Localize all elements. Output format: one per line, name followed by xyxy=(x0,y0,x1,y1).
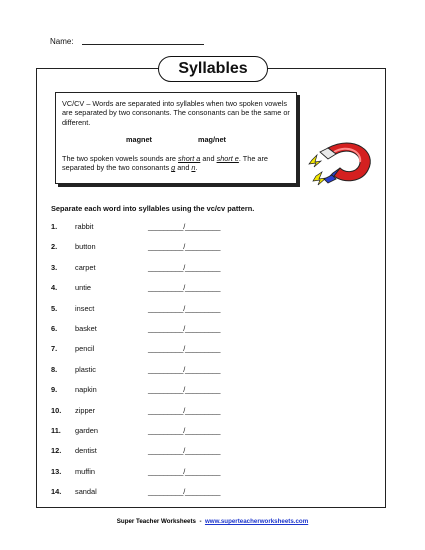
item-number: 12. xyxy=(51,446,62,456)
answer-blank[interactable]: _________/_________ xyxy=(148,364,221,374)
footer-brand: Super Teacher Worksheets xyxy=(116,518,196,525)
name-row xyxy=(50,36,204,46)
item-word: button xyxy=(75,242,96,252)
footer: Super Teacher Worksheets - www.superteacherworksheets.com xyxy=(116,518,309,525)
item-word: carpet xyxy=(75,262,96,272)
item-number: 6. xyxy=(51,324,58,333)
item-word: zipper xyxy=(75,405,96,415)
item-number: 3. xyxy=(51,262,58,272)
item-word: rabbit xyxy=(75,222,94,231)
item-word: insect xyxy=(75,303,95,313)
item-word: napkin xyxy=(75,385,97,395)
answer-blank[interactable]: _________/_________ xyxy=(148,262,221,272)
item-word: muffin xyxy=(75,466,95,476)
item-number: 11. xyxy=(51,426,61,435)
item-number: 4. xyxy=(51,283,58,293)
name-field[interactable] xyxy=(82,36,204,45)
footer-link[interactable]: www.superteacherworksheets.com xyxy=(204,518,309,525)
page-title: Syllables xyxy=(158,56,268,82)
rule-explanation: The two spoken vowels sounds are short a and short e. The are separated by the two consonants g and n. xyxy=(62,153,268,173)
item-number: 9. xyxy=(51,385,58,395)
item-word: plastic xyxy=(75,364,96,374)
item-number: 10. xyxy=(51,405,62,415)
consonant-g: g xyxy=(171,163,176,173)
item-number: 14. xyxy=(51,487,62,497)
rule-box xyxy=(55,92,297,184)
magnet-icon xyxy=(306,132,376,192)
item-word: basket xyxy=(75,324,97,333)
answer-blank[interactable]: _________/_________ xyxy=(148,385,221,395)
answer-blank[interactable]: _________/_________ xyxy=(148,405,221,415)
answer-blank[interactable]: _________/_________ xyxy=(148,242,221,252)
item-word: pencil xyxy=(75,344,95,354)
answer-blank[interactable]: _________/_________ xyxy=(148,283,221,293)
item-number: 13. xyxy=(51,466,62,476)
name-label: Name: xyxy=(50,37,74,46)
item-number: 7. xyxy=(51,344,58,354)
answer-blank[interactable]: _________/_________ xyxy=(148,303,221,313)
answer-blank[interactable]: _________/_________ xyxy=(148,446,221,456)
item-word: dentist xyxy=(75,446,97,456)
item-number: 5. xyxy=(51,303,58,313)
answer-blank[interactable]: _________/_________ xyxy=(148,344,221,354)
example-row xyxy=(62,135,290,144)
vowel-e: short e xyxy=(216,153,239,163)
item-word: untie xyxy=(75,283,92,293)
instructions: Separate each word into syllables using the vc/cv pattern. xyxy=(51,204,255,213)
item-number: 1. xyxy=(51,222,58,231)
example-split: mag/net xyxy=(197,135,226,145)
consonant-n: n xyxy=(191,163,196,173)
vowel-a: short a xyxy=(178,153,201,163)
answer-blank[interactable]: _________/_________ xyxy=(148,222,221,231)
answer-blank[interactable]: _________/_________ xyxy=(148,487,221,497)
answer-blank[interactable]: _________/_________ xyxy=(148,426,221,435)
example-word: magnet xyxy=(126,135,152,145)
item-number: 2. xyxy=(51,242,58,252)
rule-definition: VC/CV – Words are separated into syllables when two spoken vowels are separated by two consonants. The consonants can be the same or different. xyxy=(62,99,290,127)
item-number: 8. xyxy=(51,364,58,374)
answer-blank[interactable]: _________/_________ xyxy=(148,466,221,476)
item-word: garden xyxy=(75,426,99,435)
answer-blank[interactable]: _________/_________ xyxy=(148,324,221,333)
item-word: sandal xyxy=(75,487,97,497)
